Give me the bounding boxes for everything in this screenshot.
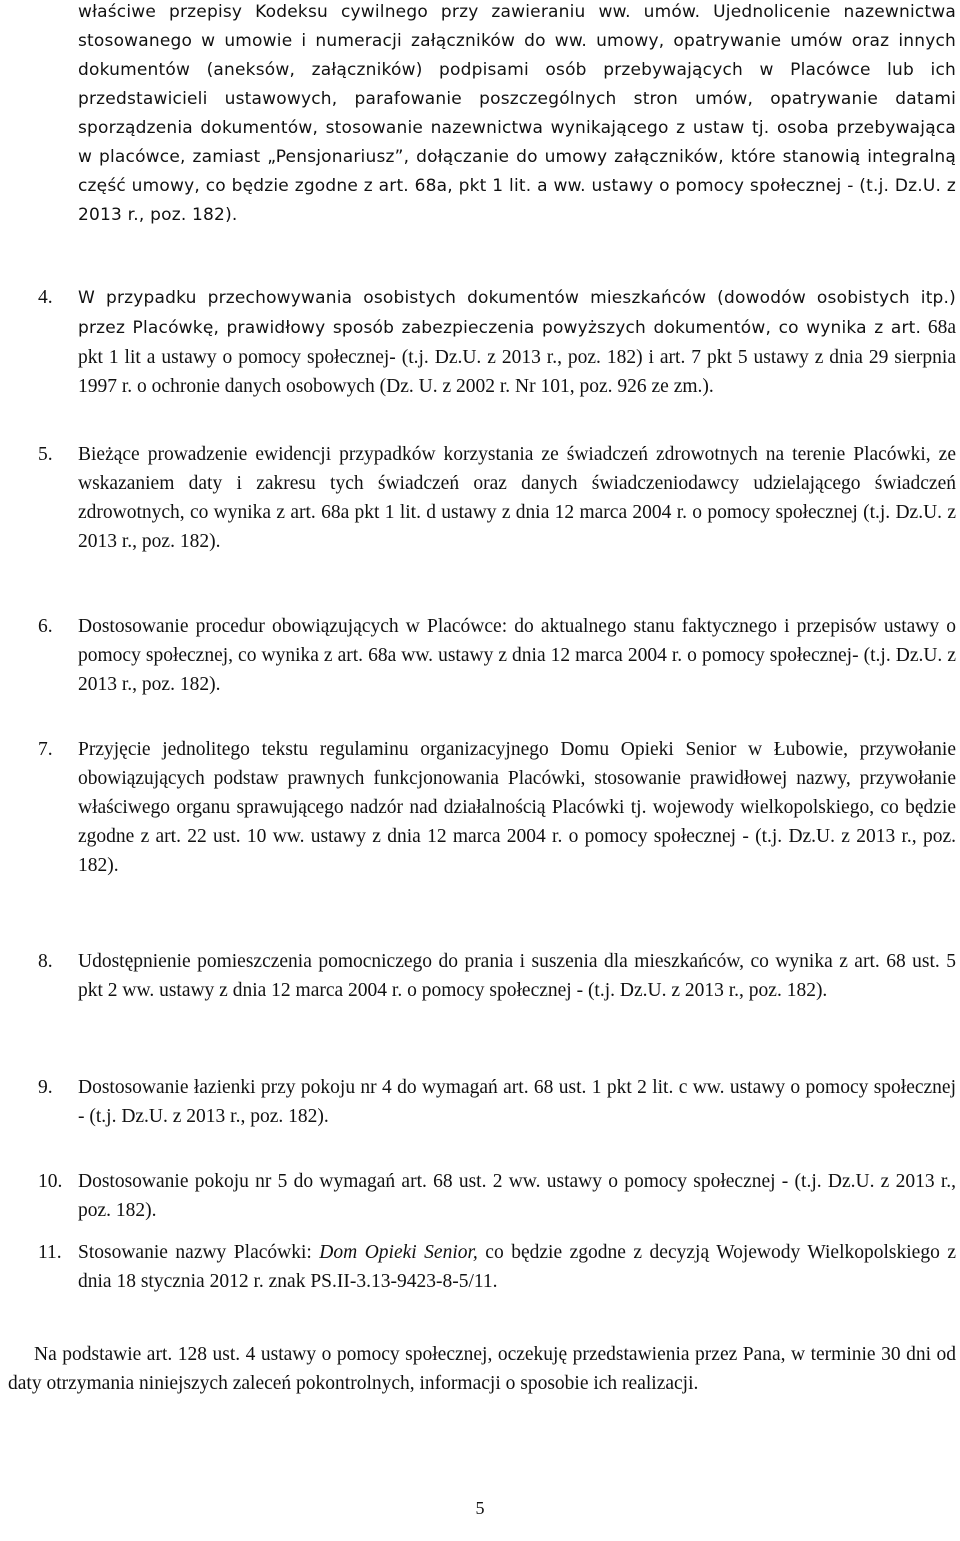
item-text: Dostosowanie łazienki przy pokoju nr 4 do wymagań art. 68 ust. 1 pkt 2 lit. c ww. ustawy o pomocy społecznej - (t.j. Dz.U. z 2013 r., poz. 182). xyxy=(78,1077,956,1127)
item-text: Dostosowanie pokoju nr 5 do wymagań art. 68 ust. 2 ww. ustawy o pomocy społecznej - (t.j. Dz.U. z 2013 r., poz. 182). xyxy=(78,1171,956,1221)
list-item-7 xyxy=(38,735,956,880)
item-number: 6. xyxy=(38,616,53,637)
item-number: 10. xyxy=(38,1171,63,1192)
item-text xyxy=(78,1238,956,1296)
list-item-9 xyxy=(38,1073,956,1131)
item-text-serif: 68a pkt 1 lit a ustawy o pomocy społecznej- (t.j. Dz.U. z 2013 r., poz. 182) i art. 7 pkt 5 ustawy z dnia 29 sierpnia 1997 r. o ochronie danych osobowych (Dz. U. z 2002 r. Nr 101, poz. 926 ze zm.). xyxy=(78,317,956,397)
list-item-5 xyxy=(38,440,956,556)
item-text-before: Stosowanie nazwy Placówki: xyxy=(78,1242,320,1263)
continued-paragraph: właściwe przepisy Kodeksu cywilnego przy zawieraniu ww. umów. Ujednolicenie nazewnictwa stosowanego w umowie i numeracji załączników do ww. umowy, opatrywanie umów oraz innych dokumentów (aneksów, załączników) podpisami osób przebywających w Placówce lub ich przedstawicieli ustawowych, parafowanie poszczególnych stron umów, opatrywanie datami sporządzenia dokumentów, stosowanie nazewnictwa wynikającego z ustaw tj. osoba przebywająca w placówce, zamiast „Pensjonariusz”, dołączanie do umowy załączników, które stanowią integralną część umowy, co będzie zgodne z art. 68a, pkt 1 lit. a ww. ustawy o pomocy społecznej - (t.j. Dz.U. z 2013 r., poz. 182). xyxy=(78,2,956,225)
item-text xyxy=(78,283,956,401)
list-item-11 xyxy=(38,1238,956,1296)
item-number: 5. xyxy=(38,444,53,465)
item-text: Dostosowanie procedur obowiązujących w Placówce: do aktualnego stanu faktycznego i przepisów ustawy o pomocy społecznej, co wynika z art. 68a ww. ustawy z dnia 12 marca 2004 r. o pomocy społecznej- (t.j. Dz.U. z 2013 r., poz. 182). xyxy=(78,616,956,695)
list-item-8 xyxy=(38,947,956,1005)
item-text: Udostępnienie pomieszczenia pomocniczego do prania i suszenia dla mieszkańców, co wynika z art. 68 ust. 5 pkt 2 ww. ustawy z dnia 12 marca 2004 r. o pomocy społecznej - (t.j. Dz.U. z 2013 r., poz. 182). xyxy=(78,951,956,1001)
item-text-italic: Dom Opieki Senior, xyxy=(319,1242,478,1263)
item-text-after: co będzie zgodne z decyzją Wojewody Wielkopolskiego z dnia 18 stycznia 2012 r. znak PS.II-3.13-9423-8-5/11. xyxy=(78,1242,956,1292)
item-number: 4. xyxy=(38,287,53,308)
page-number: 5 xyxy=(475,1498,485,1518)
item-text: Bieżące prowadzenie ewidencji przypadków korzystania ze świadczeń zdrowotnych na terenie Placówki, ze wskazaniem daty i zakresu tych świadczeń oraz danych świadczeniodawcy udzielającego świadczeń zdrowotnych, co wynika z art. 68a pkt 1 lit. d ustawy z dnia 12 marca 2004 r. o pomocy społecznej (t.j. Dz.U. z 2013 r., poz. 182). xyxy=(78,444,956,552)
item-number: 8. xyxy=(38,951,53,972)
closing-text: Na podstawie art. 128 ust. 4 ustawy o pomocy społecznej, oczekuję przedstawienia przez Pana, w terminie 30 dni od daty otrzymania niniejszych zaleceń pokontrolnych, informacji o sposobie ich realizacji. xyxy=(8,1344,956,1394)
item-number: 9. xyxy=(38,1077,53,1098)
item-text-sans: W przypadku przechowywania osobistych dokumentów mieszkańców (dowodów osobistych itp.) przez Placówkę, prawidłowy sposób zabezpieczenia powyższych dokumentów, co wynika z art. xyxy=(78,288,956,338)
item-number: 11. xyxy=(38,1242,62,1263)
list-item-6 xyxy=(38,612,956,699)
list-item-4 xyxy=(38,283,956,401)
item-text: Przyjęcie jednolitego tekstu regulaminu organizacyjnego Domu Opieki Senior w Łubowie, przywołanie obowiązujących podstaw prawnych funkcjonowania Placówki, stosowanie prawidłowej nazwy, przywołanie właściwego organu sprawującego nadzór nad działalnością Placówki tj. wojewody wielkopolskiego, co będzie zgodne z art. 22 ust. 10 ww. ustawy z dnia 12 marca 2004 r. o pomocy społecznej - (t.j. Dz.U. z 2013 r., poz. 182). xyxy=(78,739,956,876)
closing-paragraph xyxy=(8,1340,956,1398)
list-item-10 xyxy=(38,1167,956,1225)
item-number: 7. xyxy=(38,739,53,760)
